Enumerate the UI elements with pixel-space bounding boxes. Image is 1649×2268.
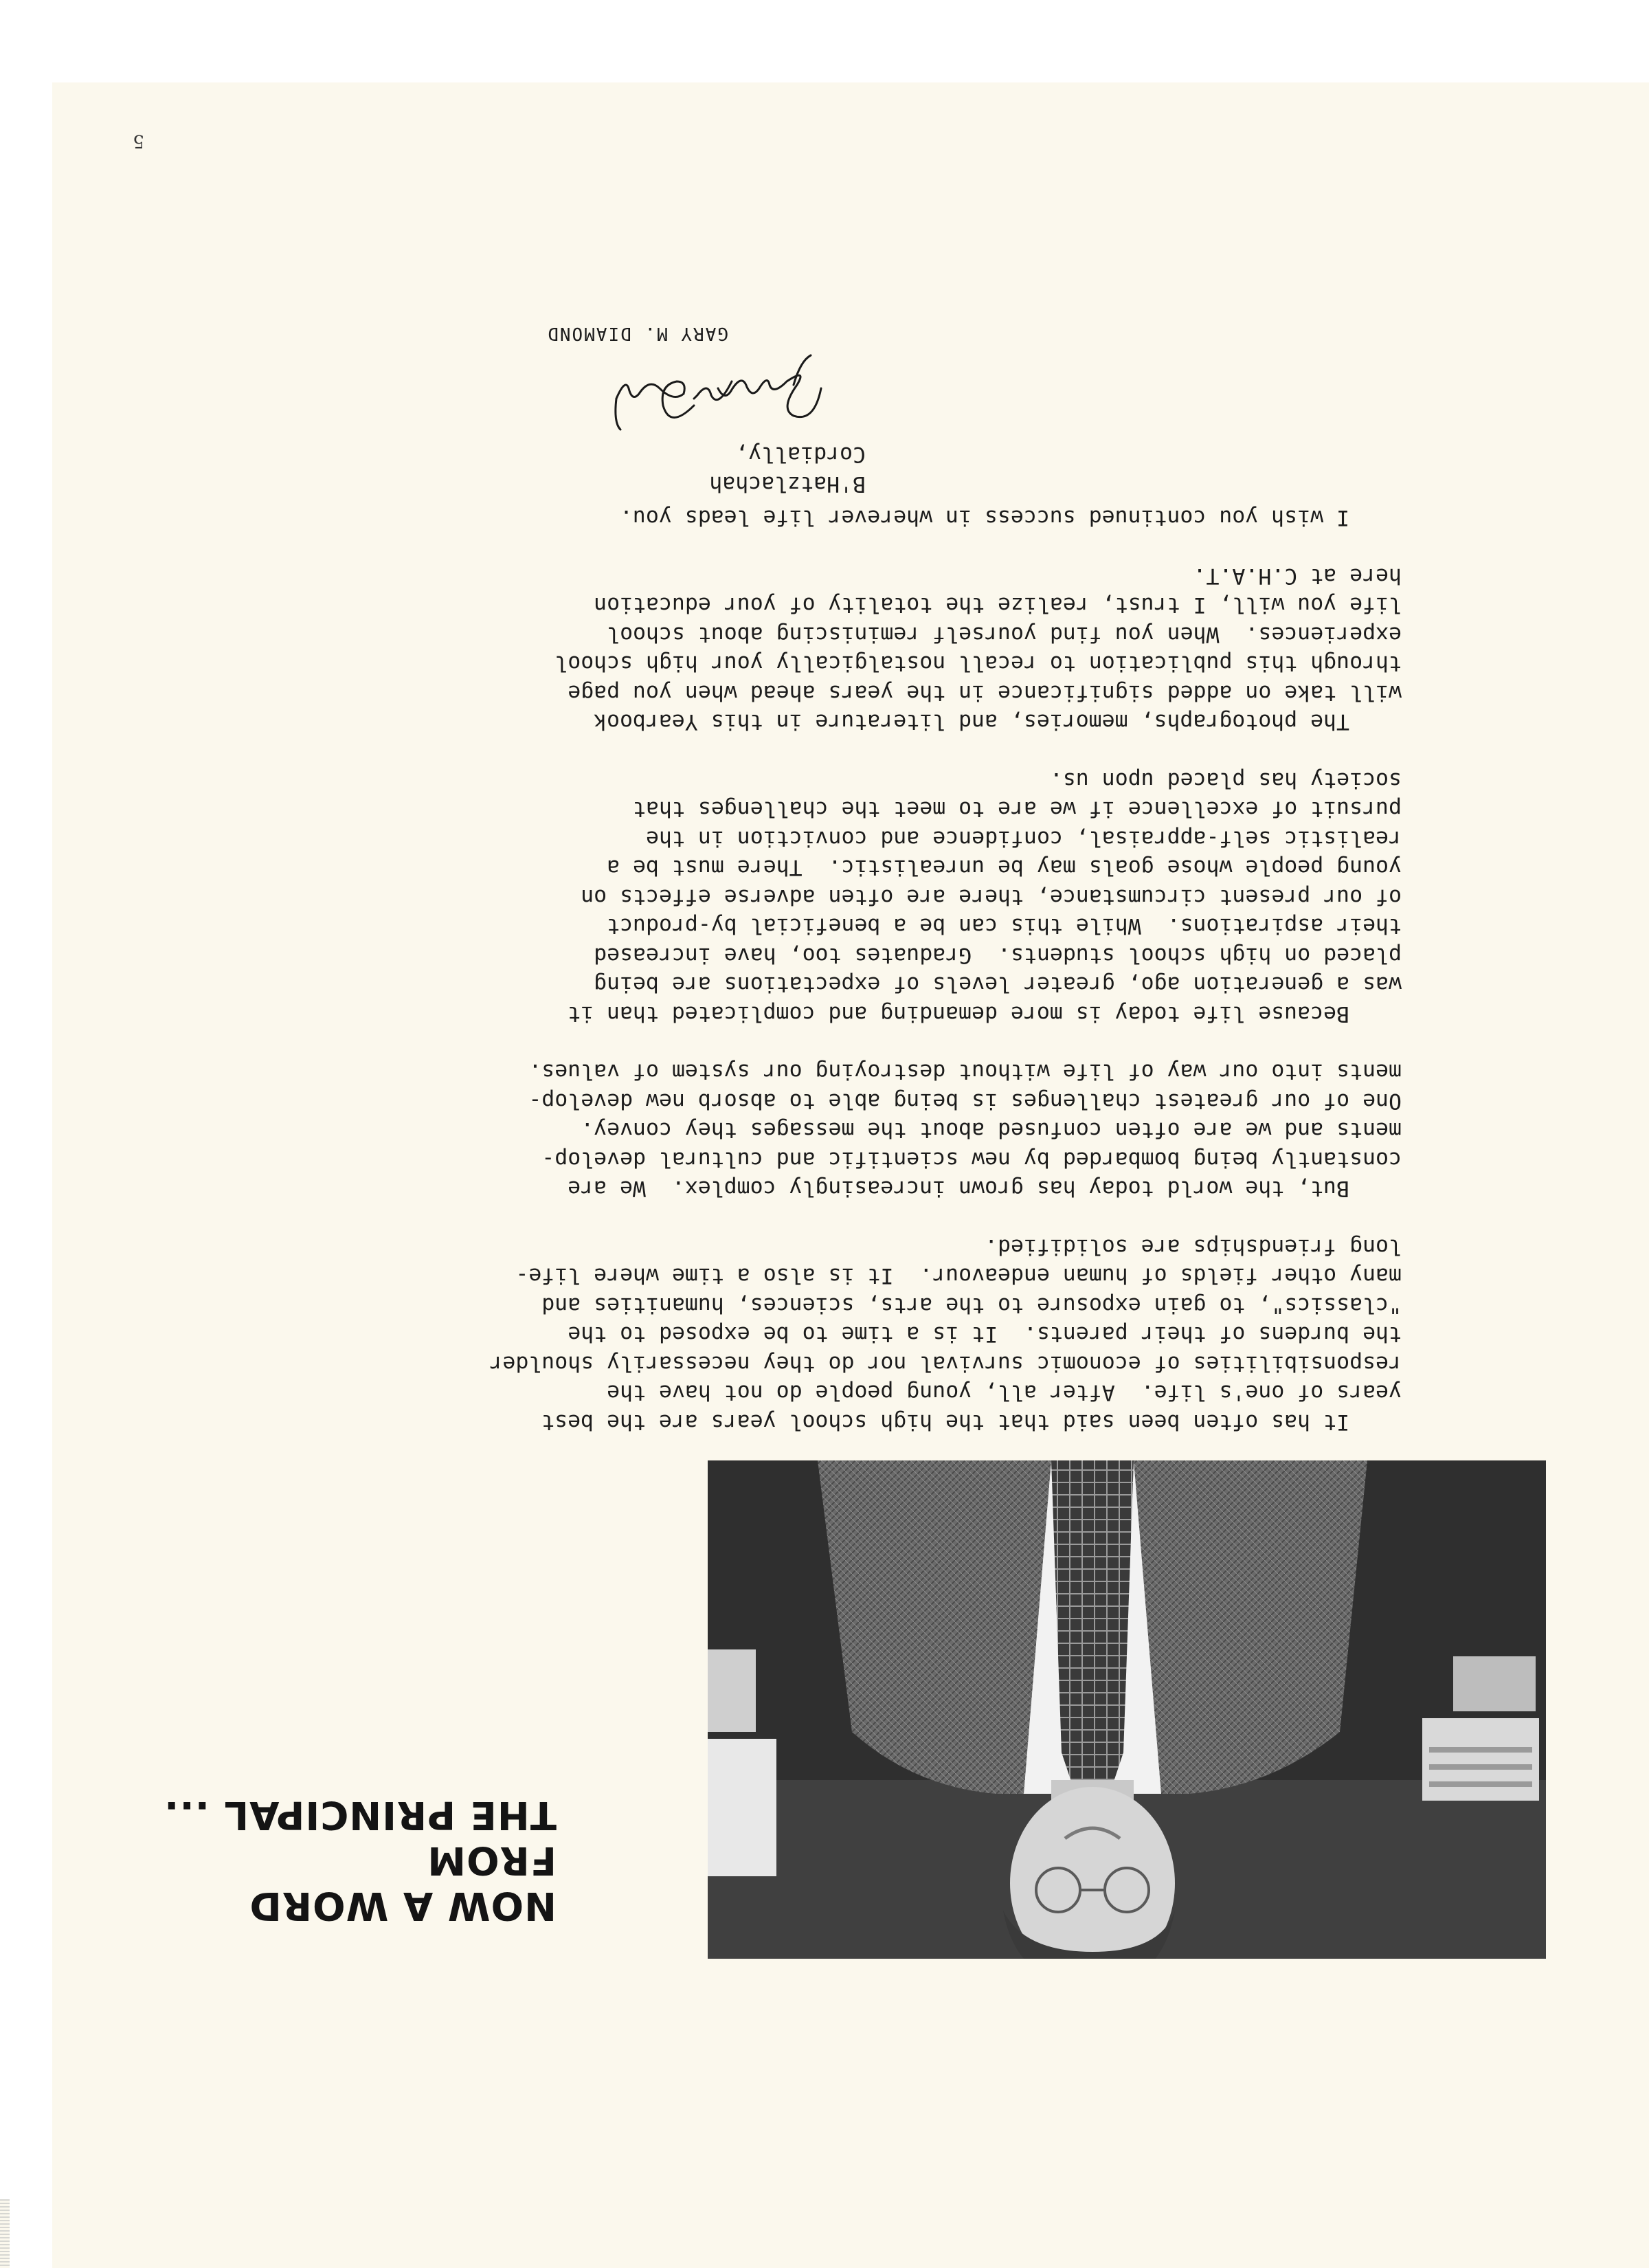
letter-line: long friendships are solidified. [985, 1234, 1402, 1259]
letter-line: years of one's life. After all, young people do not have the [607, 1380, 1402, 1405]
closing-line-hatzlachah: B'Hatzlachah [709, 471, 866, 496]
headline-line-3: THE PRINCIPAL ... [164, 1792, 557, 1837]
letter-line: through this publication to recall nostalgically your high school [554, 651, 1402, 676]
letter-line: It has often been said that the high school years are the best [541, 1410, 1349, 1434]
signer-name: GARY M. DIAMOND [546, 323, 728, 344]
letter-paragraph [165, 1232, 1402, 1437]
letter-line: their aspirations. While this can be a beneficial by-product [607, 913, 1402, 939]
letter-line: constantly being bombarded by new scientific and cultural develop- [541, 1147, 1402, 1172]
letter-line: experiences. When you find yourself reminiscing about school [607, 622, 1402, 647]
letter-paragraph [165, 1057, 1402, 1203]
letter-paragraph [165, 766, 1402, 1029]
letter-line: placed on high school students. Graduates too, have increased [594, 943, 1402, 968]
letter-paragraph [165, 503, 1402, 533]
letter-line: society has placed upon us. [1049, 768, 1402, 792]
letter-line: the burdens of their parents. It is a time to be exposed to the [568, 1322, 1402, 1347]
headline-line-1: NOW A WORD [249, 1883, 557, 1928]
principal-portrait-icon [708, 1460, 1546, 1959]
letter-line: here at C.H.A.T. [1193, 564, 1402, 588]
letter-line: ments into our way of life without destroying our system of values. [528, 1059, 1402, 1085]
letter-paragraph [165, 562, 1402, 737]
letter-line: One of our greatest challenges is being able to absorb new develop- [528, 1089, 1402, 1113]
letter-body [165, 474, 1402, 1436]
letter-line: ments and we are often confused about the messages they convey. [581, 1118, 1402, 1143]
letter-line: The photographs, memories, and literature in this Yearbook [594, 709, 1349, 735]
letter-line: realistic self-appraisal, confidence and conviction in the [646, 826, 1402, 851]
letter-line: responsibilities of economic survival nor do they necessarily shoulder [489, 1351, 1402, 1376]
letter-line: of our present circumstance, there are often adverse effects on [581, 885, 1402, 909]
letter-line: pursuit of excellence if we are to meet the challenges that [633, 797, 1402, 822]
principal-photo [708, 1460, 1546, 1959]
closing-line-cordially: Cordially, [735, 442, 866, 467]
letter-line: I wish you continued success in wherever life leads you. [619, 505, 1349, 531]
headline [76, 1792, 557, 1928]
page-number: 5 [133, 131, 144, 151]
handwritten-signature [608, 347, 835, 436]
letter-line: life you will, I trust, realize the totality of your education [594, 592, 1402, 618]
letter-line: But, the world today has grown increasingly complex. We are [568, 1176, 1349, 1201]
letter-line: young people whose goals may be unrealistic. There must be a [607, 855, 1402, 880]
letter-line: was a generation ago, greater levels of expectations are being [594, 972, 1402, 997]
letter-line: "classics", to gain exposure to the arts, sciences, humanities and [541, 1293, 1402, 1318]
letter-line: will take on added significance in the years ahead when you page [568, 680, 1402, 705]
closing-block [247, 440, 866, 498]
headline-line-2: FROM [427, 1838, 557, 1882]
letter-line: many other fields of human endeavour. It is also a time where life- [515, 1263, 1402, 1289]
letter-line: Because life today is more demanding and complicated than it [568, 1001, 1349, 1026]
